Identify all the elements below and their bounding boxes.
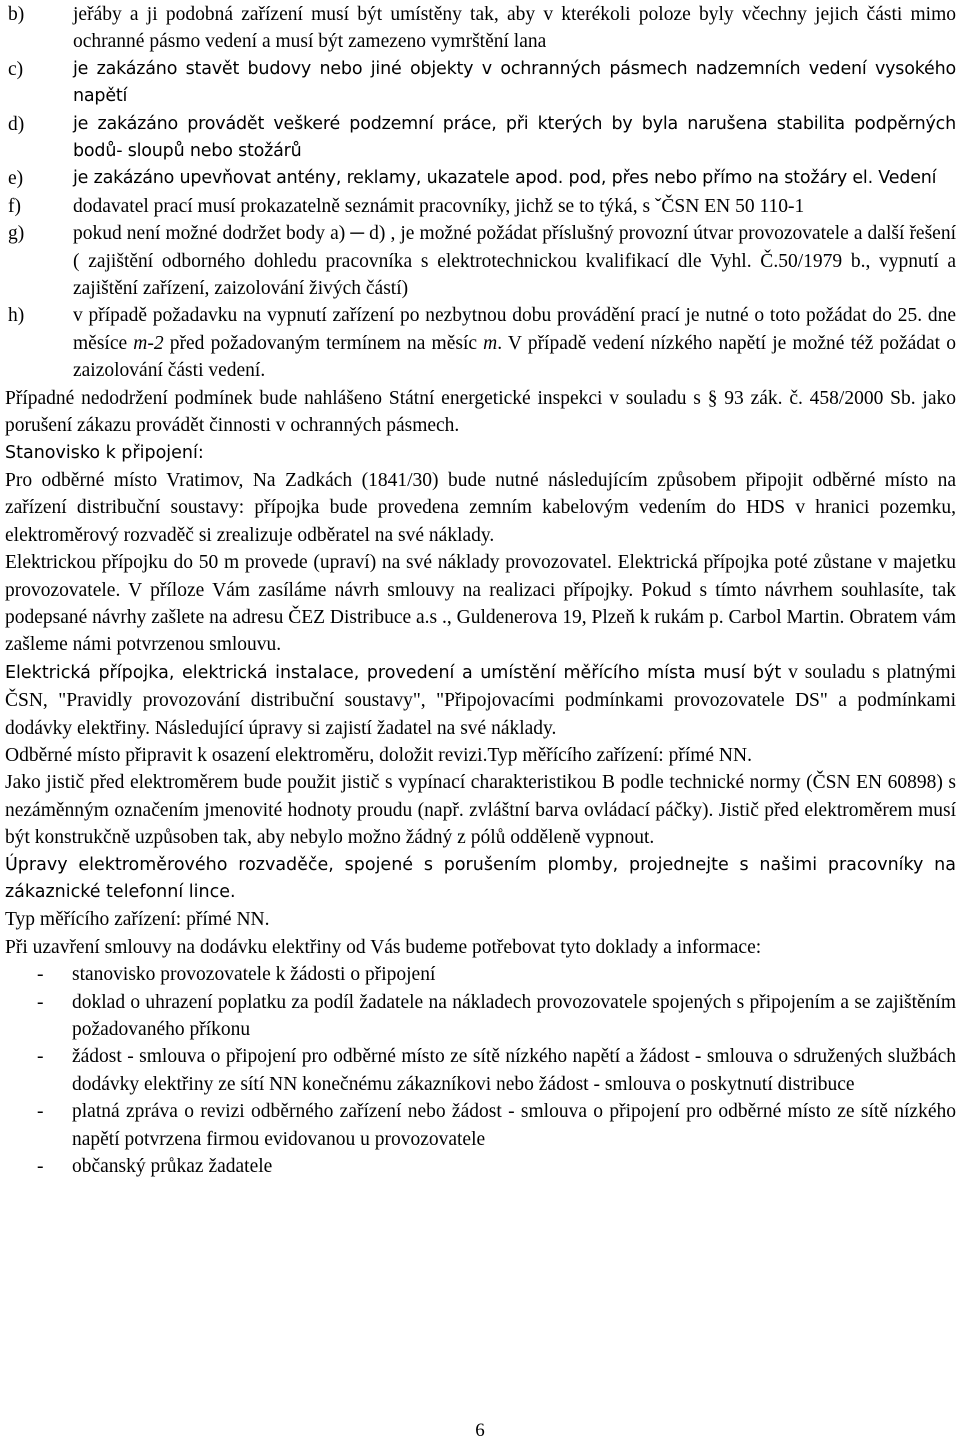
list-marker: h) <box>8 305 25 327</box>
list-item-text <box>73 302 956 384</box>
list-item-h <box>5 302 956 384</box>
documents-intro: Při uzavření smlouvy na dodávku elektřiny od Vás budeme potřebovat tyto doklady a informace: <box>5 936 762 958</box>
document-item-text: žádost - smlouva o připojení pro odběrné místo ze sítě nízkého napětí a žádost - smlouva o sdružených službách dodávky elektřiny ze sítí NN konečnému zákazníkovi nebo žádost - smlouva o poskytnutí distribuce <box>72 1046 956 1095</box>
list-marker: d) <box>8 113 25 135</box>
page-content <box>5 1 956 1180</box>
month-before-label: m-2 <box>133 332 164 354</box>
list-item-b <box>5 1 956 56</box>
list-item-text: jeřáby a ji podobná zařízení musí být umístěny tak, aby v kterékoli poloze byly včechny jejich části mimo ochranné pásmo vedení a musí být zamezeno vymrštění lana <box>73 4 956 53</box>
standards-rest: v souladu s platnými ČSN, "Pravidly provozování distribuční soustavy", "Připojovacími podmínkami provozovatele DS" a podmínkami dodávky elektřiny. Následující úpravy si zajistí žadatel na své náklady. <box>5 661 956 739</box>
dash-marker: - <box>37 964 44 986</box>
list-item-d <box>5 111 956 166</box>
meter-type-paragraph: Typ měřícího zařízení: přímé NN. <box>5 909 270 931</box>
item-h-part1: v případě požadavku na vypnutí zařízení po nezbytnou dobu provádění prací je nutné o toto požádat do 25. dne měsíce <box>73 305 956 354</box>
standards-lead: Elektrická přípojka, elektrická instalace, provedení a umístění měřícího místa musí být <box>5 662 782 683</box>
list-marker: e) <box>8 168 24 190</box>
month-label: m <box>483 332 498 354</box>
list-item-text: dodavatel prací musí prokazatelně seznámit pracovníky, jichž se to týká, s ˇČSN EN 50 110-1 <box>73 195 805 217</box>
document-list-item <box>5 961 956 988</box>
document-list-item <box>5 1153 956 1180</box>
item-h-part3: . V případě vedení nízkého napětí je možné též požádat o zaizolování části vedení. <box>73 332 956 382</box>
standards-paragraph <box>5 659 956 742</box>
dash-marker: - <box>37 1156 44 1178</box>
list-item-text: je zakázáno provádět veškeré podzemní práce, při kterých by byla narušena stabilita podpěrných bodů- sloupů nebo stožárů <box>73 113 956 162</box>
page-number: 6 <box>475 1420 485 1441</box>
document-list-item <box>5 1098 956 1153</box>
violation-paragraph: Případné nedodržení podmínek bude nahlášeno Státní energetické inspekci v souladu s § 93 zák. č. 458/2000 Sb. jako porušení zákazu provádět činnosti v ochranných pásmech. <box>5 387 956 437</box>
breaker-paragraph: Jako jistič před elektroměrem bude použit jistič s vypínací charakteristikou B podle technické normy (ČSN EN 60898) s nezáměnným označením jmenovité hodnoty proudu (např. zvláštní barva ovládací páčky). Jistič před elektroměrem musí být konstrukčně uzpůsoben tak, aby nebylo možno žádný z pólů odděleně vypnout. <box>5 772 956 849</box>
document-item-text: stanovisko provozovatele k žádosti o připojení <box>72 964 436 986</box>
connection-paragraph: Pro odběrné místo Vratimov, Na Zadkách (1841/30) bude nutné následujícím způsobem připojit odběrné místo na zařízení distribuční soustavy: přípojka bude provedena zemním kabelovým vedením do HDS v hranici pozemku, elektroměrový rozvaděč si zrealizuje odběratel na své náklady. <box>5 469 956 546</box>
document-item-text: občanský průkaz žadatele <box>72 1156 273 1178</box>
document-list-item <box>5 989 956 1044</box>
list-item-text: pokud není možné dodržet body a) ─ d) , je možné požádat příslušný provozní útvar provozovatele a další řešení ( zajištění odborného dohledu pracovníka s elektrotechnickou kvalifikací dle Vyhl. Č.50/1979 b., vypnutí a zajištění zařízení, zaizolování živých částí) <box>73 223 956 300</box>
list-item-c <box>5 56 956 111</box>
dash-marker: - <box>37 991 44 1013</box>
list-item-text: je zakázáno stavět budovy nebo jiné objekty v ochranných pásmech nadzemních vedení vysokého napětí <box>73 58 956 107</box>
dash-marker: - <box>37 1046 44 1068</box>
list-item-f <box>5 193 956 220</box>
document-item-text: platná zpráva o revizi odběrného zařízení nebo žádost - smlouva o připojení pro odběrné místo ze sítě nízkého napětí potvrzena firmou evidovanou u provozovatele <box>72 1101 956 1150</box>
meter-paragraph: Odběrné místo připravit k osazení elektroměru, doložit revizi.Typ měřícího zařízení: přímé NN. <box>5 744 752 766</box>
document-list-item <box>5 1043 956 1098</box>
list-item-text: je zakázáno upevňovat antény, reklamy, ukazatele apod. pod, přes nebo přímo na stožáry el. Vedení <box>73 168 937 189</box>
section-heading-stanovisko: Stanovisko k připojení: <box>5 442 204 463</box>
list-item-g <box>5 220 956 302</box>
list-marker: b) <box>8 4 25 25</box>
list-marker: c) <box>8 58 24 80</box>
dash-marker: - <box>37 1101 44 1123</box>
document-item-text: doklad o uhrazení poplatku za podíl žadatele na nákladech provozovatele spojených s připojením a se zajištěním požadovaného příkonu <box>72 991 956 1041</box>
list-item-e <box>5 165 956 192</box>
list-marker: f) <box>8 195 21 217</box>
item-h-part2: před požadovaným termínem na měsíc <box>163 332 484 354</box>
seals-paragraph: Úpravy elektroměrového rozvaděče, spojené s porušením plomby, projednejte s našimi pracovníky na zákaznické telefonní lince. <box>5 854 956 902</box>
list-marker: g) <box>8 223 25 245</box>
ownership-paragraph: Elektrickou přípojku do 50 m provede (upraví) na své náklady provozovatel. Elektrická přípojka poté zůstane v majetku provozovatele. V příloze Vám zasíláme návrh smlouvy na realizaci přípojky. Pokud s tímto návrhem souhlasíte, tak podepsané návrhy zašlete na adresu ČEZ Distribuce a.s ., Guldenerova 19, Plzeň k rukám p. Carbol Martin. Obratem vám zašleme námi potvrzenou smlouvu. <box>5 552 956 656</box>
